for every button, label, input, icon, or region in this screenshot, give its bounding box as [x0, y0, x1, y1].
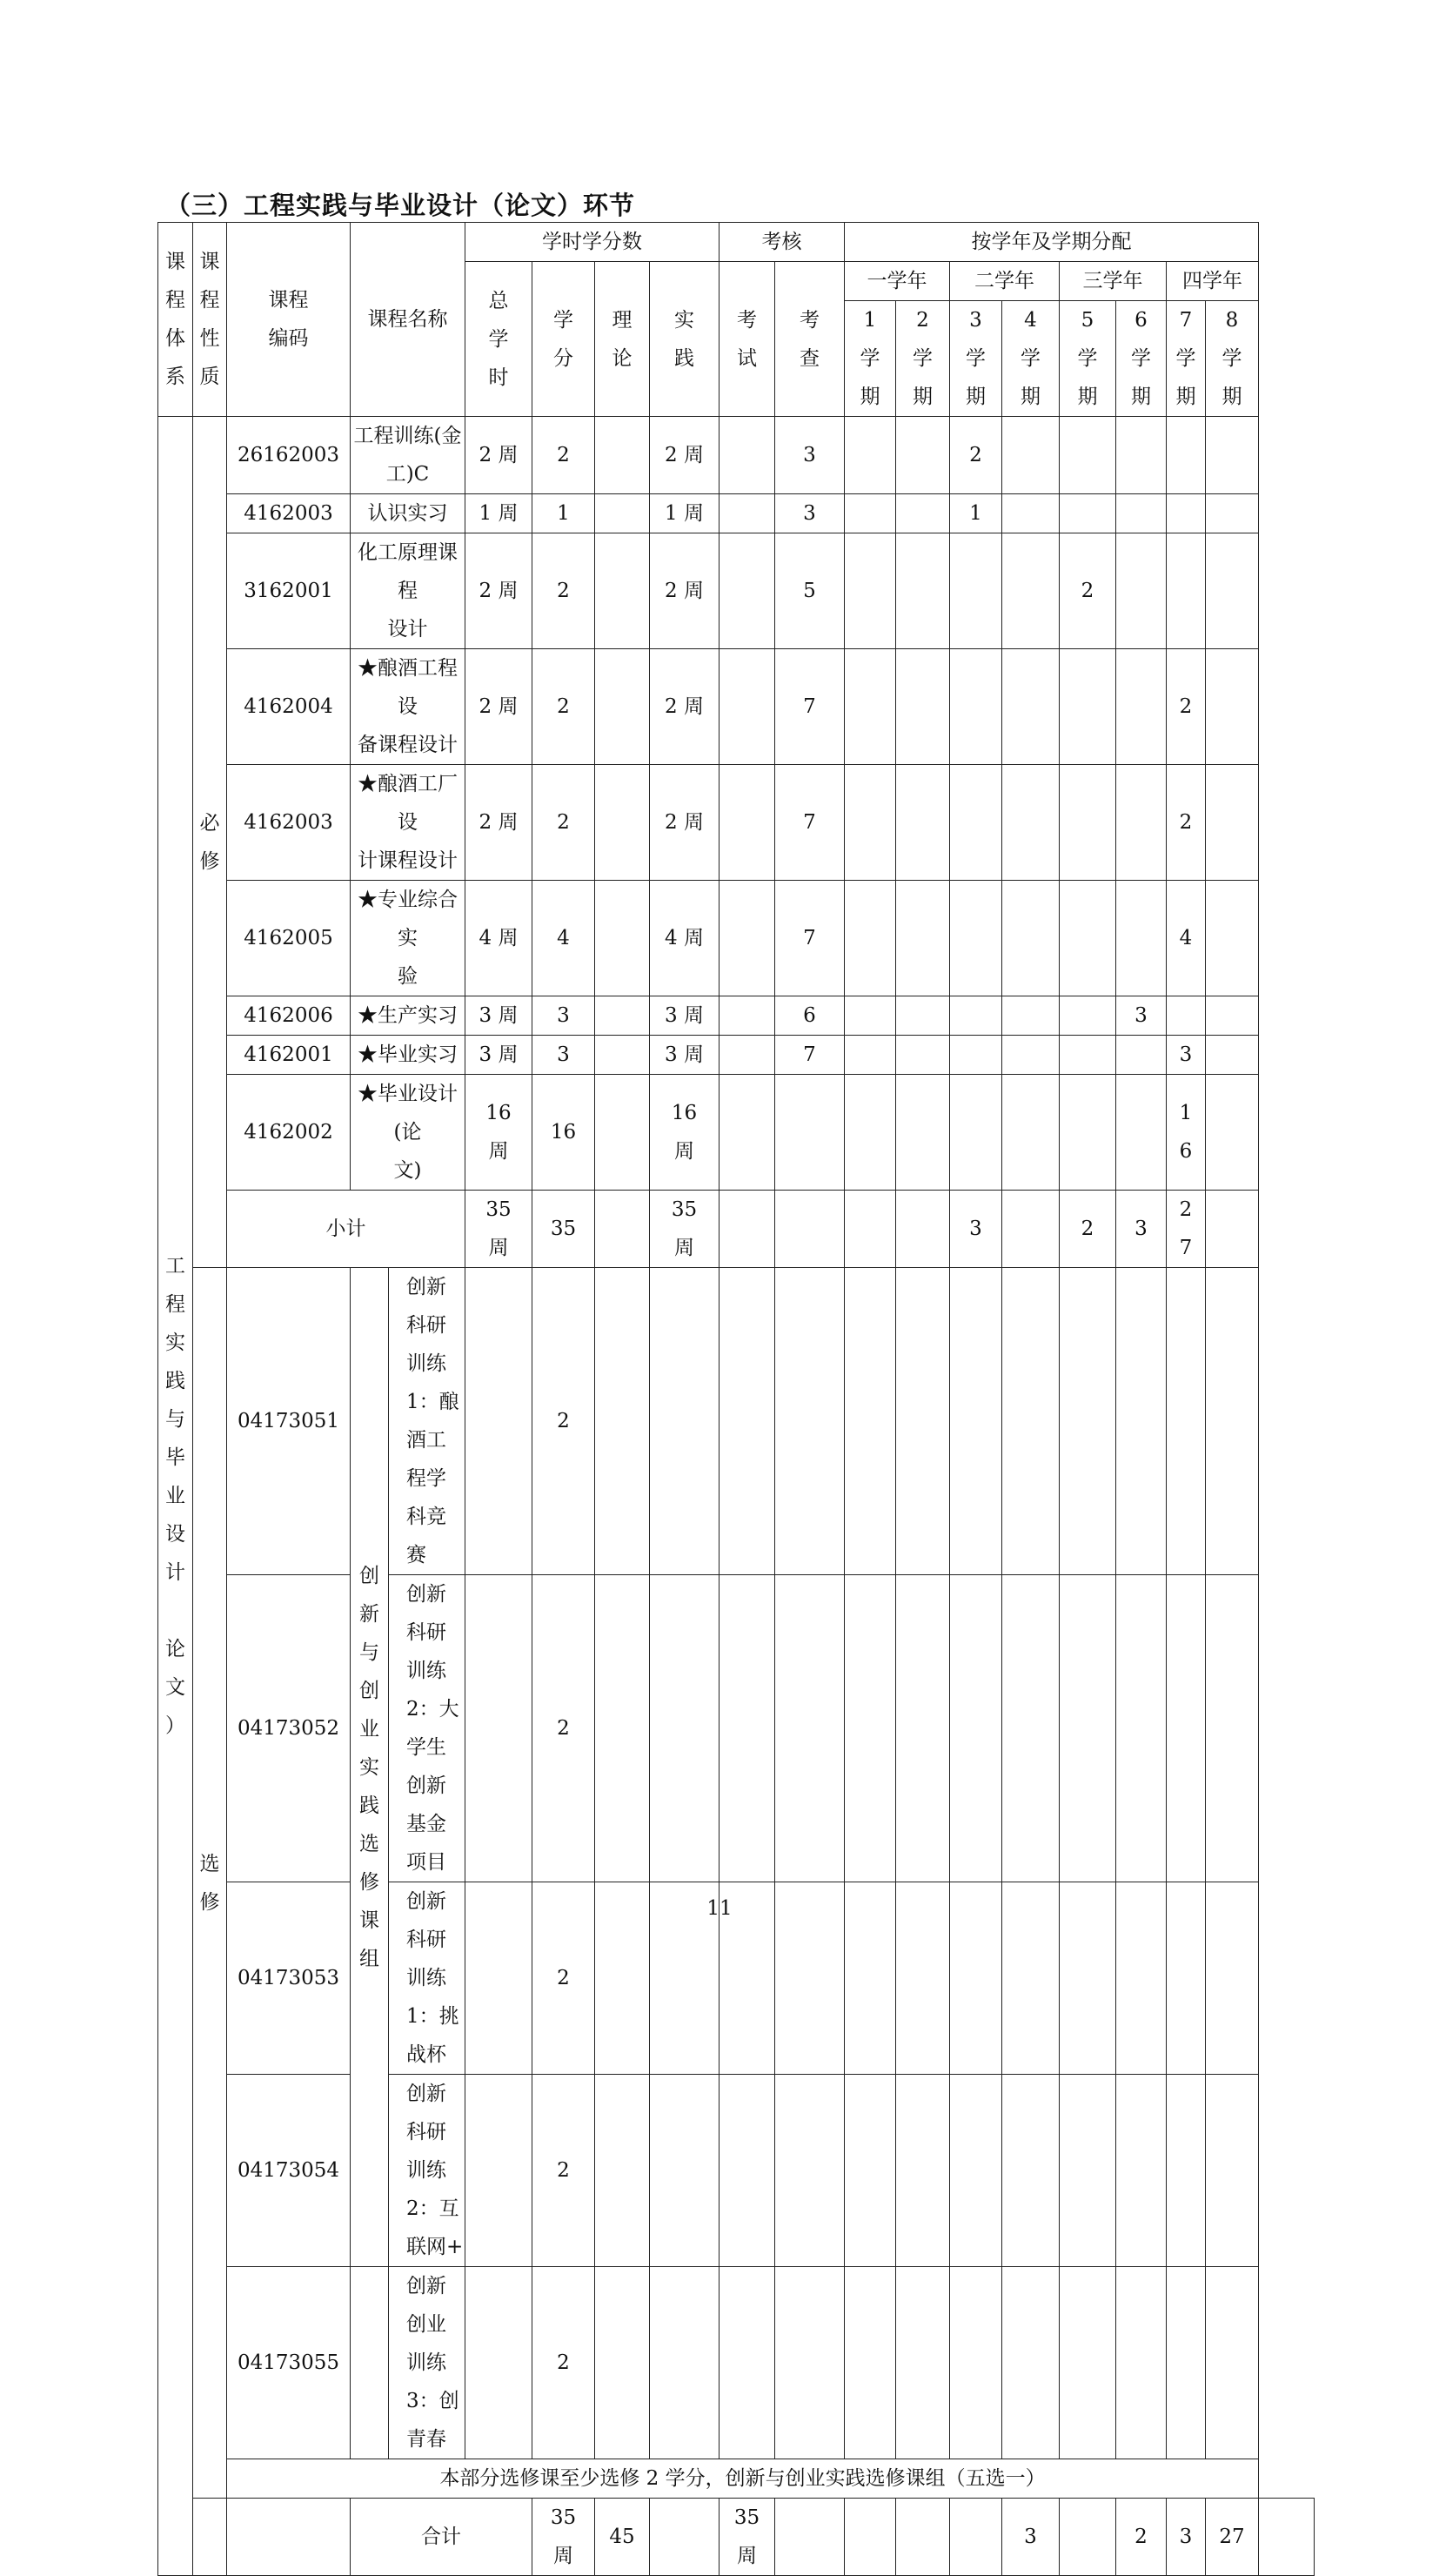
- course-credit: 16: [532, 1075, 595, 1191]
- empty-cell: [1116, 2075, 1167, 2267]
- course-credit: 2: [532, 1268, 595, 1575]
- subtotal-theory: [595, 1191, 650, 1268]
- course-term: [1116, 881, 1167, 996]
- header-practice: 实 践: [650, 262, 720, 417]
- empty-cell: [775, 1575, 845, 1882]
- course-exam: [720, 533, 775, 649]
- header-year: 四学年: [1167, 262, 1259, 301]
- course-credit: 2: [532, 765, 595, 881]
- course-theory: [595, 417, 650, 494]
- subtotal-label: 小计: [227, 1191, 465, 1268]
- header-assessment: 考核: [720, 223, 845, 262]
- total-term: [896, 2499, 950, 2576]
- empty-cell: [845, 2267, 896, 2459]
- empty-cell: [351, 2267, 389, 2459]
- total-term: 3: [1167, 2499, 1206, 2576]
- empty-cell: [595, 1575, 650, 1882]
- course-code: 3162001: [227, 533, 351, 649]
- course-term: [896, 996, 950, 1036]
- header-term: 4 学 期: [1002, 301, 1060, 417]
- course-term: [1060, 494, 1116, 533]
- subtotal-term: [896, 1191, 950, 1268]
- course-name: ★生产实习: [351, 996, 465, 1036]
- table-row: [158, 2459, 1315, 2499]
- course-exam: [720, 765, 775, 881]
- empty-cell: [950, 2267, 1002, 2459]
- course-term: [1206, 533, 1259, 649]
- subtotal-term: [845, 1191, 896, 1268]
- course-term: [950, 881, 1002, 996]
- course-check: 3: [775, 417, 845, 494]
- course-exam: [720, 649, 775, 765]
- course-name: ★酿酒工程设 备课程设计: [351, 649, 465, 765]
- table-row: [158, 1575, 1315, 1882]
- course-term: [1002, 1036, 1060, 1075]
- course-practice: 4 周: [650, 881, 720, 996]
- course-term: 2: [1167, 765, 1206, 881]
- course-credit: 2: [532, 649, 595, 765]
- course-term: [950, 1075, 1002, 1191]
- course-credit: 3: [532, 996, 595, 1036]
- course-theory: [595, 1075, 650, 1191]
- total-exam: [775, 2499, 845, 2576]
- course-term: [1116, 1036, 1167, 1075]
- course-term: [845, 417, 896, 494]
- course-term: [896, 1075, 950, 1191]
- course-term: [896, 533, 950, 649]
- total-credit: 45: [595, 2499, 650, 2576]
- course-term: [1206, 494, 1259, 533]
- course-total: 1 周: [465, 494, 532, 533]
- course-check: [775, 1075, 845, 1191]
- empty-cell: [1002, 1575, 1060, 1882]
- empty-cell: [775, 2075, 845, 2267]
- course-credit: 2: [532, 2075, 595, 2267]
- empty-cell: [1116, 2267, 1167, 2459]
- total-term: [1060, 2499, 1116, 2576]
- table-row: [158, 417, 1315, 494]
- course-check: 7: [775, 1036, 845, 1075]
- table-row: [158, 1191, 1315, 1268]
- course-term: [845, 494, 896, 533]
- elective-note: 本部分选修课至少选修 2 学分，创新与创业实践选修课组（五选一）: [227, 2459, 1259, 2499]
- table-body: [158, 223, 1315, 2576]
- table-row: [158, 996, 1315, 1036]
- header-year: 二学年: [950, 262, 1060, 301]
- empty-cell: [650, 2075, 720, 2267]
- course-total: [465, 2267, 532, 2459]
- empty-cell: [896, 1575, 950, 1882]
- empty-cell: [896, 2075, 950, 2267]
- course-name: ★毕业实习: [351, 1036, 465, 1075]
- page-number: 11: [706, 1897, 733, 1920]
- total-label: 合计: [351, 2499, 532, 2576]
- course-name: 认识实习: [351, 494, 465, 533]
- section-title: （三）工程实践与毕业设计（论文）环节: [165, 191, 636, 220]
- course-term: [1060, 881, 1116, 996]
- empty-cell: [896, 2267, 950, 2459]
- course-term: [1060, 1036, 1116, 1075]
- course-theory: [595, 533, 650, 649]
- subtotal-term: 3: [1116, 1191, 1167, 1268]
- course-term: [896, 649, 950, 765]
- empty-cell: [1206, 1268, 1259, 1575]
- course-term: [1206, 996, 1259, 1036]
- empty-cell: [1060, 1268, 1116, 1575]
- empty-cell: [720, 2267, 775, 2459]
- course-total: 2 周: [465, 649, 532, 765]
- total-term: 2: [1116, 2499, 1167, 2576]
- course-practice: 3 周: [650, 996, 720, 1036]
- empty-cell: [595, 1268, 650, 1575]
- empty-cell: [950, 1575, 1002, 1882]
- header-system: 课 程 体 系: [158, 223, 193, 417]
- header-year: 一学年: [845, 262, 950, 301]
- course-exam: [720, 417, 775, 494]
- course-theory: [595, 649, 650, 765]
- course-term: [1116, 765, 1167, 881]
- course-name: 创新创业 训练 3：创 青春: [389, 2267, 465, 2459]
- empty-cell: [1206, 2267, 1259, 2459]
- course-code: 04173055: [227, 2267, 351, 2459]
- empty-cell: [1002, 2075, 1060, 2267]
- table-row: [158, 2499, 1315, 2576]
- course-practice: 2 周: [650, 649, 720, 765]
- course-term: [845, 996, 896, 1036]
- empty-cell: [950, 2075, 1002, 2267]
- course-term: [1206, 649, 1259, 765]
- course-term: 1: [950, 494, 1002, 533]
- course-term: 3: [1167, 1036, 1206, 1075]
- header-check: 考 查: [775, 262, 845, 417]
- course-theory: [595, 996, 650, 1036]
- course-check: 7: [775, 765, 845, 881]
- course-term: 2: [1167, 649, 1206, 765]
- course-exam: [720, 1036, 775, 1075]
- course-term: [1002, 417, 1060, 494]
- empty-cell: [1116, 1268, 1167, 1575]
- subtotal-check: [775, 1191, 845, 1268]
- course-code: 4162005: [227, 881, 351, 996]
- course-term: [1002, 1075, 1060, 1191]
- course-check: 5: [775, 533, 845, 649]
- empty-cell: [650, 1575, 720, 1882]
- course-practice: 16 周: [650, 1075, 720, 1191]
- course-term: 1 6: [1167, 1075, 1206, 1191]
- course-term: [896, 1036, 950, 1075]
- total-practice: 35 周: [720, 2499, 775, 2576]
- course-term: [1167, 533, 1206, 649]
- table-row: [158, 533, 1315, 649]
- total-term: [950, 2499, 1002, 2576]
- course-term: 2: [950, 417, 1002, 494]
- course-term: [950, 996, 1002, 1036]
- table-row: [158, 494, 1315, 533]
- course-term: [1116, 533, 1167, 649]
- header-term: 2 学 期: [896, 301, 950, 417]
- course-practice: 1 周: [650, 494, 720, 533]
- course-term: [1060, 765, 1116, 881]
- subtotal-credit: 35: [532, 1191, 595, 1268]
- table-row: [158, 1268, 1315, 1575]
- course-code: 4162006: [227, 996, 351, 1036]
- table-row: [158, 881, 1315, 996]
- course-term: [845, 1036, 896, 1075]
- course-credit: 4: [532, 881, 595, 996]
- header-distribution: 按学年及学期分配: [845, 223, 1259, 262]
- course-name: ★专业综合实 验: [351, 881, 465, 996]
- empty-cell: [1167, 1268, 1206, 1575]
- empty-cell: [1060, 1575, 1116, 1882]
- empty-cell: [1167, 2267, 1206, 2459]
- course-total: 3 周: [465, 996, 532, 1036]
- course-code: 04173053: [227, 1882, 351, 2075]
- empty-cell: [1167, 2075, 1206, 2267]
- course-term: [1167, 494, 1206, 533]
- header-term: 7 学 期: [1167, 301, 1206, 417]
- course-term: 3: [1116, 996, 1167, 1036]
- table-row: [158, 765, 1315, 881]
- empty-cell: [720, 2075, 775, 2267]
- course-term: [1002, 996, 1060, 1036]
- total-term: 3: [1002, 2499, 1060, 2576]
- empty-cell: [1206, 2075, 1259, 2267]
- course-name: 创新科研 训练 2：大 学生创新 基金项目: [389, 1575, 465, 1882]
- course-name: ★酿酒工厂设 计课程设计: [351, 765, 465, 881]
- header-code: 课程 编码: [227, 223, 351, 417]
- course-total: [465, 1575, 532, 1882]
- course-term: [1116, 1075, 1167, 1191]
- table-row: [158, 1075, 1315, 1191]
- header-term: 5 学 期: [1060, 301, 1116, 417]
- total-check: [845, 2499, 896, 2576]
- subtotal-term: [1002, 1191, 1060, 1268]
- course-code: 4162001: [227, 1036, 351, 1075]
- course-total: 2 周: [465, 533, 532, 649]
- empty-cell: [1116, 1575, 1167, 1882]
- course-total: 2 周: [465, 765, 532, 881]
- empty-cell: [1060, 2075, 1116, 2267]
- header-term: 1 学 期: [845, 301, 896, 417]
- course-check: 3: [775, 494, 845, 533]
- header-exam: 考 试: [720, 262, 775, 417]
- header-year: 三学年: [1060, 262, 1167, 301]
- empty-cell: [950, 1268, 1002, 1575]
- course-code: 4162003: [227, 494, 351, 533]
- course-term: [1002, 533, 1060, 649]
- course-code: 4162003: [227, 765, 351, 881]
- elective-group-label: 创 新 与 创 业 实 践 选 修 课 组: [351, 1268, 389, 2267]
- elective-label: 选 修: [193, 1268, 227, 2499]
- course-name: 创新科研 训练 1：挑 战杯: [389, 1882, 465, 2075]
- course-term: [845, 881, 896, 996]
- course-total: [465, 2075, 532, 2267]
- table-row: [158, 2075, 1315, 2267]
- course-term: 2: [1060, 533, 1116, 649]
- course-exam: [720, 494, 775, 533]
- course-code: 04173051: [227, 1268, 351, 1575]
- course-credit: 1: [532, 494, 595, 533]
- course-term: [896, 881, 950, 996]
- course-table: [157, 222, 1315, 2576]
- empty-cell: [845, 2075, 896, 2267]
- empty-cell: [1206, 1575, 1259, 1882]
- course-theory: [595, 494, 650, 533]
- empty-cell: [595, 2267, 650, 2459]
- course-term: [950, 533, 1002, 649]
- empty-cell: [720, 1575, 775, 1882]
- subtotal-practice: 35 周: [650, 1191, 720, 1268]
- course-credit: 2: [532, 417, 595, 494]
- course-term: [896, 494, 950, 533]
- course-name: ★毕业设计(论 文): [351, 1075, 465, 1191]
- course-name: 创新科研 训练 2：互 联网+: [389, 2075, 465, 2267]
- course-term: [950, 765, 1002, 881]
- header-term: 8 学 期: [1206, 301, 1259, 417]
- course-practice: 2 周: [650, 533, 720, 649]
- subtotal-exam: [720, 1191, 775, 1268]
- required-label: 必 修: [193, 417, 227, 1268]
- empty-cell: [775, 2267, 845, 2459]
- course-practice: 3 周: [650, 1036, 720, 1075]
- course-term: [1167, 996, 1206, 1036]
- course-theory: [595, 765, 650, 881]
- subtotal-term: 2: [1060, 1191, 1116, 1268]
- empty-cell: [650, 2267, 720, 2459]
- course-term: [1206, 765, 1259, 881]
- empty-cell: [227, 2499, 351, 2576]
- course-term: [845, 1075, 896, 1191]
- empty-cell: [1002, 1268, 1060, 1575]
- empty-cell: [1167, 1575, 1206, 1882]
- course-exam: [720, 881, 775, 996]
- subtotal-term: [1206, 1191, 1259, 1268]
- header-name: 课程名称: [351, 223, 465, 417]
- empty-cell: [720, 1268, 775, 1575]
- course-code: 4162004: [227, 649, 351, 765]
- empty-cell: [896, 1268, 950, 1575]
- course-term: [1206, 1036, 1259, 1075]
- course-total: 2 周: [465, 417, 532, 494]
- subtotal-term: 2 7: [1167, 1191, 1206, 1268]
- course-name: 工程训练(金 工)C: [351, 417, 465, 494]
- empty-cell: [775, 1268, 845, 1575]
- empty-cell: [845, 1575, 896, 1882]
- course-term: [950, 649, 1002, 765]
- course-credit: 2: [532, 2267, 595, 2459]
- empty-cell: [845, 1268, 896, 1575]
- subtotal-term: 3: [950, 1191, 1002, 1268]
- total-term: 27: [1206, 2499, 1259, 2576]
- course-term: [950, 1036, 1002, 1075]
- course-total: [465, 1268, 532, 1575]
- course-code: 04173054: [227, 2075, 351, 2267]
- course-exam: [720, 996, 775, 1036]
- course-theory: [595, 881, 650, 996]
- empty-cell: [1060, 2267, 1116, 2459]
- course-term: [1002, 881, 1060, 996]
- course-check: 6: [775, 996, 845, 1036]
- empty-cell: [1002, 2267, 1060, 2459]
- table-row: [158, 223, 1315, 262]
- course-term: [1206, 881, 1259, 996]
- empty-cell: [650, 1268, 720, 1575]
- course-credit: 2: [532, 1575, 595, 1882]
- header-term: 6 学 期: [1116, 301, 1167, 417]
- course-name: 创新科研 训练 1：酿 酒工程学 科竞赛: [389, 1268, 465, 1575]
- course-credit: 3: [532, 1036, 595, 1075]
- course-practice: 2 周: [650, 417, 720, 494]
- header-nature: 课 程 性 质: [193, 223, 227, 417]
- table-row: [158, 649, 1315, 765]
- course-term: [1060, 649, 1116, 765]
- course-term: [1060, 417, 1116, 494]
- empty-cell: [193, 2499, 227, 2576]
- course-term: [1060, 1075, 1116, 1191]
- course-term: [1116, 417, 1167, 494]
- course-term: [896, 765, 950, 881]
- course-check: 7: [775, 649, 845, 765]
- course-term: [1116, 494, 1167, 533]
- course-total: 3 周: [465, 1036, 532, 1075]
- header-term: 3 学 期: [950, 301, 1002, 417]
- course-term: [1206, 1075, 1259, 1191]
- subtotal-total: 35 周: [465, 1191, 532, 1268]
- header-total: 总 学 时: [465, 262, 532, 417]
- header-hours-credits: 学时学分数: [465, 223, 720, 262]
- course-term: [1060, 996, 1116, 1036]
- course-term: [1002, 494, 1060, 533]
- table-row: [158, 2267, 1315, 2459]
- course-term: [845, 649, 896, 765]
- course-term: [1206, 417, 1259, 494]
- header-theory: 理 论: [595, 262, 650, 417]
- course-term: [1002, 649, 1060, 765]
- course-term: [1116, 649, 1167, 765]
- header-credit: 学 分: [532, 262, 595, 417]
- total-term: [1259, 2499, 1315, 2576]
- course-code: 4162002: [227, 1075, 351, 1191]
- course-term: [845, 533, 896, 649]
- empty-cell: [595, 2075, 650, 2267]
- course-name: 化工原理课程 设计: [351, 533, 465, 649]
- course-term: [1167, 417, 1206, 494]
- course-practice: 2 周: [650, 765, 720, 881]
- course-code: 04173052: [227, 1575, 351, 1882]
- course-theory: [595, 1036, 650, 1075]
- total-hours: 35 周: [532, 2499, 595, 2576]
- course-total: 16 周: [465, 1075, 532, 1191]
- course-term: [845, 765, 896, 881]
- table-row: [158, 1036, 1315, 1075]
- course-term: [896, 417, 950, 494]
- course-code: 26162003: [227, 417, 351, 494]
- course-check: 7: [775, 881, 845, 996]
- course-term: [1002, 765, 1060, 881]
- course-credit: 2: [532, 1882, 595, 2075]
- course-total: 4 周: [465, 881, 532, 996]
- course-exam: [720, 1075, 775, 1191]
- course-term: 4: [1167, 881, 1206, 996]
- system-label: 工 程 实 践 与 毕 业 设 计 论 文 ）: [158, 417, 193, 2576]
- course-credit: 2: [532, 533, 595, 649]
- total-theory: [650, 2499, 720, 2576]
